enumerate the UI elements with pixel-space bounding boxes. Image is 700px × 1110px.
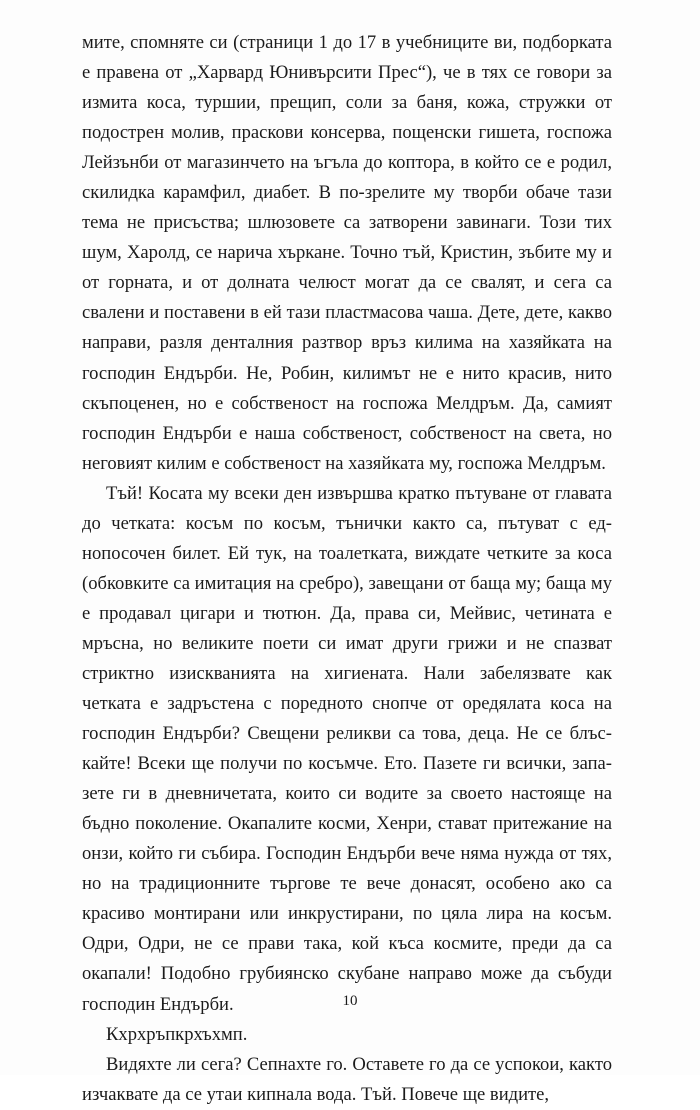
body-text (82, 28, 612, 1110)
paragraph-4: Видяхте ли сега? Сепнахте го. Оставете го да се успокои, както изчаквате да се утаи кипнала вода. Тъй. Повече ще видите, (82, 1053, 612, 1105)
paragraph-3: Кхрхръпкрхъхмп. (106, 1023, 248, 1045)
page-number: 10 (342, 993, 358, 1009)
paragraph-2: Тъй! Косата му всеки ден извършва кратко пътуване от главата до четката: косъм по косъм, тънички както са, пътуват с еднопосочен билет. Ей тук, на тоалетката, виждате четките за коса (обковките са имитация на сребро), завещани от баща му; баща му е продавал цигари и тютюн. Да, права си, Мейвис, четината е мръсна, но великите поети си имат други грижи и не спазват стриктно изискванията на хигиената. Нали забелязвате как четката е задръстена с поредното снопче от оредялата коса на господин Ендърби? Свещени реликви са това, деца. Не се блъскайте! Всеки ще получи по косъмче. Ето. Пазете ги всички, запазете ги в дневничетата, които си водите за своето настояще на бъдно поколение. Окапалите косми, Хенри, стават притежание на онзи, който ги събира. Господин Ендърби вече няма нужда от тях, но на традиционните търгове те вече донасят, особено ако са красиво монтирани или инкрустирани, по цяла лира на косъм. Одри, Одри, не се прави така, кой къса космите, преди да са окапали! Подобно грубиянско скубане направо може да събуди господин Ендърби. (82, 482, 612, 1015)
paragraph-1: мите, спомняте си (страници 1 до 17 в учебниците ви, подборката е правена от „Харвард Юнивърсити Прес“), че в тях се говори за измита коса, туршии, прещип, соли за баня, кожа, стружки от подострен молив, праскови консерва, пощенски гишета, госпожа Лейзънби от магазинчето на ъгъла до коптора, в който се е родил, скилидка карамфил, диабет. В по-зрелите му творби обаче тази тема не присъства; шлюзовете са затворени завинаги. Този тих шум, Харолд, се нарича хъркане. Точно тъй, Кристин, зъбите му и от горната, и от долната челюст могат да се свалят, и сега са свалени и поставени в ей тази пластмасова чаша. Дете, дете, какво направи, разля денталния разтвор връз килима на хазяйката на господин Ендърби. Не, Робин, килимът не е нито красив, нито скъпоценен, но е собственост на госпожа Мелдръм. Да, самият господин Ендърби е наша собственост, собственост на света, но неговият килим е собственост на хазяйката му, госпожа Мелдръм. (82, 32, 612, 474)
